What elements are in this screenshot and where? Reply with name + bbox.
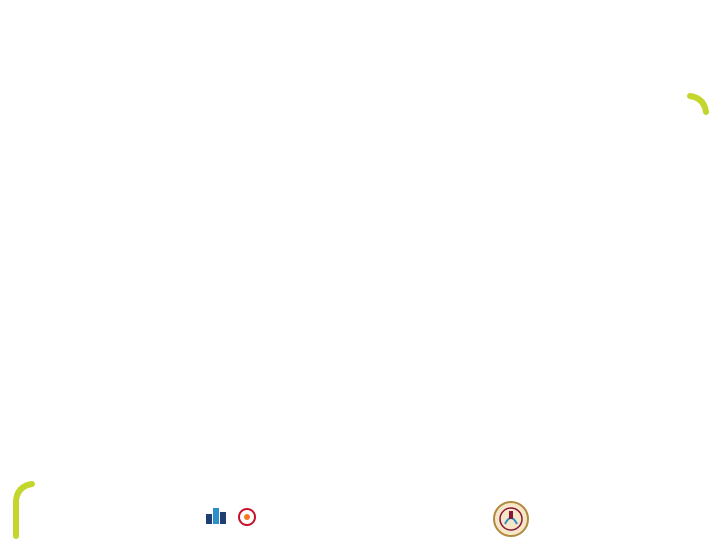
qatar-state-seal-icon — [492, 500, 530, 538]
sponsor-logo-manarat — [203, 504, 229, 534]
sponsor-logo-euroheat — [238, 508, 256, 531]
euroheat-logo-icon — [238, 508, 256, 526]
footer-bar — [0, 500, 720, 540]
manarat-logo-icon — [203, 504, 229, 526]
